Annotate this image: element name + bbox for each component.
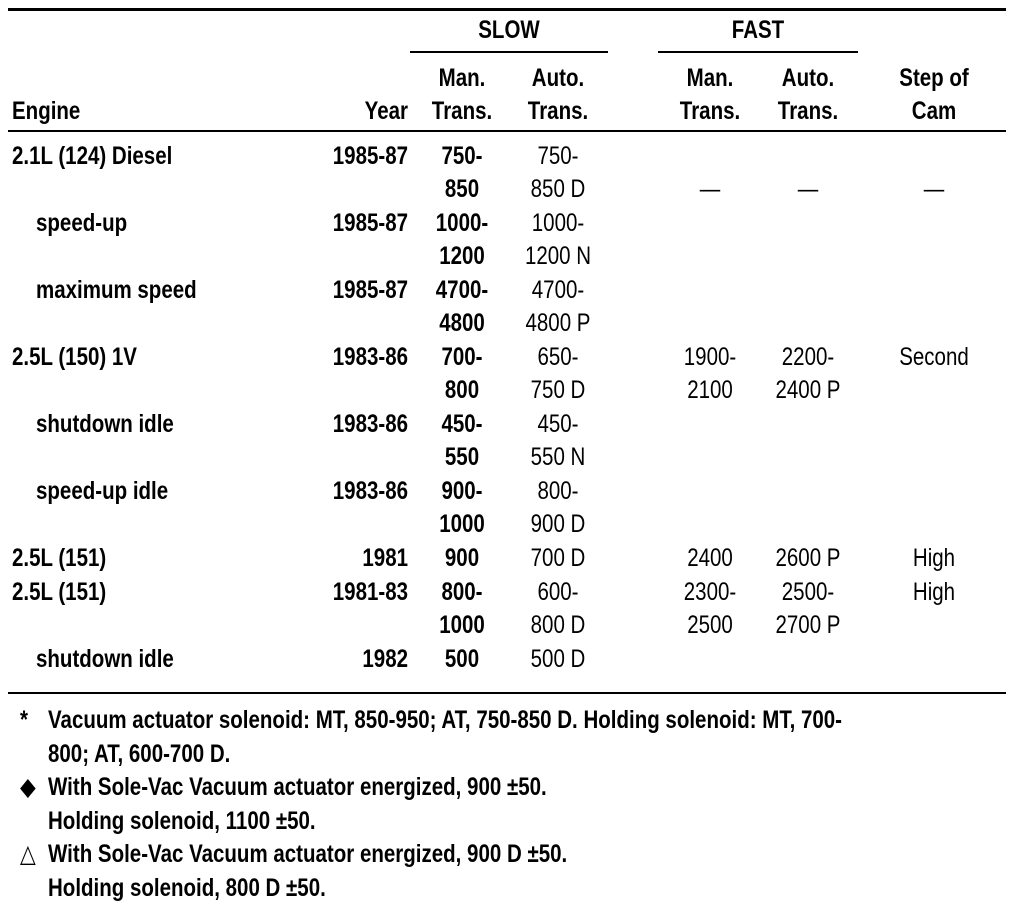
column-header-step-of-cam: Step of Cam xyxy=(899,64,969,125)
footnote-text-line: 800; AT, 600-700 D. xyxy=(48,739,231,768)
engine-cell: speed-up idle xyxy=(36,477,169,505)
year-cell: 1982 xyxy=(362,644,408,673)
slow-man-cell: 900- 1000 xyxy=(439,477,485,538)
slow-auto-cell: 800- 900 D xyxy=(530,477,586,538)
slow-auto-cell: 700 D xyxy=(530,544,586,572)
slow-man-cell: 900 xyxy=(444,544,480,572)
slow-man-cell: 800- 1000 xyxy=(439,577,485,639)
group-header-slow: SLOW xyxy=(478,16,540,44)
column-header-engine: Engine xyxy=(12,97,81,125)
fast-man-cell xyxy=(660,475,760,541)
footnote-text-line: Holding solenoid, 800 D ±50. xyxy=(48,873,326,902)
column-header-slow-auto: Auto. Trans. xyxy=(527,64,589,125)
footnote-symbol: * xyxy=(20,706,28,734)
slow-man-cell: 750- 850 xyxy=(441,142,483,203)
top-rule xyxy=(8,8,1006,11)
fast-man-cell xyxy=(660,408,760,474)
engine-cell: 2.1L (124) Diesel xyxy=(12,142,173,170)
fast-auto-cell xyxy=(760,207,856,273)
fast-auto-cell xyxy=(760,274,856,340)
footnote-symbol: ◆ xyxy=(20,773,36,801)
fast-auto-cell xyxy=(760,408,856,474)
header-bottom-rule xyxy=(8,130,1006,132)
slow-auto-cell: 1000- 1200 N xyxy=(524,209,592,270)
fast-man-cell xyxy=(660,274,760,340)
slow-auto-cell: 650- 750 D xyxy=(530,343,586,404)
slow-man-cell: 4700- 4800 xyxy=(435,276,489,337)
footnote-text-line: With Sole-Vac Vacuum actuator energized, 900 D ±50. xyxy=(48,840,568,868)
year-cell: 1983-86 xyxy=(332,410,408,438)
slow-man-cell: 450- 550 xyxy=(441,410,483,471)
slow-man-cell: 700- 800 xyxy=(441,343,483,404)
fast-man-cell: 2400 xyxy=(687,544,733,572)
footnote-symbol: △ xyxy=(20,840,36,868)
column-header-fast-auto: Auto. Trans. xyxy=(777,64,839,125)
step-of-cam-cell xyxy=(872,408,996,474)
year-cell: 1983-86 xyxy=(332,343,408,371)
slow-auto-cell: 4700- 4800 P xyxy=(525,276,591,337)
slow-auto-cell: 450- 550 N xyxy=(530,410,586,471)
fast-man-cell: 1900- 2100 xyxy=(683,343,737,404)
slow-auto-cell: 750- 850 D xyxy=(530,142,586,203)
fast-group-rule xyxy=(658,51,858,53)
year-cell: 1985-87 xyxy=(332,276,408,304)
step-of-cam-cell xyxy=(872,475,996,541)
engine-cell: shutdown idle xyxy=(36,410,174,438)
fast-auto-cell: 2600 P xyxy=(775,544,841,572)
column-header-year: Year xyxy=(364,97,408,125)
step-of-cam-cell xyxy=(872,643,996,676)
group-header-fast: FAST xyxy=(731,16,785,44)
fast-man-cell: 2300- 2500 xyxy=(683,577,737,639)
engine-cell: maximum speed xyxy=(36,276,197,304)
slow-auto-cell: 600- 800 D xyxy=(530,577,586,639)
year-cell: 1985-87 xyxy=(332,209,408,237)
fast-man-cell: — xyxy=(699,175,721,203)
step-of-cam-cell: — xyxy=(923,175,945,203)
engine-cell: 2.5L (150) 1V xyxy=(12,343,137,371)
step-of-cam-cell: Second xyxy=(899,343,969,371)
fast-auto-cell xyxy=(760,643,856,676)
slow-man-cell: 500 xyxy=(444,644,480,673)
engine-cell: 2.5L (151) xyxy=(12,577,107,606)
year-cell: 1983-86 xyxy=(332,477,408,505)
year-cell: 1981 xyxy=(362,544,408,572)
year-cell: 1981-83 xyxy=(332,577,408,606)
slow-auto-cell: 500 D xyxy=(530,644,586,673)
fast-auto-cell xyxy=(760,475,856,541)
footnote-text-line: Vacuum actuator solenoid: MT, 850-950; AT, 750-850 D. Holding solenoid: MT, 700- xyxy=(48,706,842,734)
step-of-cam-cell xyxy=(872,274,996,340)
fast-auto-cell: — xyxy=(797,175,819,203)
slow-man-cell: 1000- 1200 xyxy=(435,209,489,270)
column-header-slow-man: Man. Trans. xyxy=(431,64,493,125)
table-bottom-rule xyxy=(8,692,1006,694)
step-of-cam-cell: High xyxy=(912,577,956,606)
column-header-fast-man: Man. Trans. xyxy=(679,64,741,125)
footnote-text-line: Holding solenoid, 1100 ±50. xyxy=(48,806,316,835)
fast-man-cell xyxy=(660,207,760,273)
footnote-text-line: With Sole-Vac Vacuum actuator energized, 900 ±50. xyxy=(48,773,547,801)
step-of-cam-cell xyxy=(872,207,996,273)
engine-cell: speed-up xyxy=(36,209,128,237)
year-cell: 1985-87 xyxy=(332,142,408,170)
step-of-cam-cell: High xyxy=(912,544,956,572)
fast-man-cell xyxy=(660,643,760,676)
engine-cell: shutdown idle xyxy=(36,644,174,673)
slow-group-rule xyxy=(410,51,608,53)
engine-cell: 2.5L (151) xyxy=(12,544,107,572)
fast-auto-cell: 2500- 2700 P xyxy=(775,577,841,639)
fast-auto-cell: 2200- 2400 P xyxy=(775,343,841,404)
